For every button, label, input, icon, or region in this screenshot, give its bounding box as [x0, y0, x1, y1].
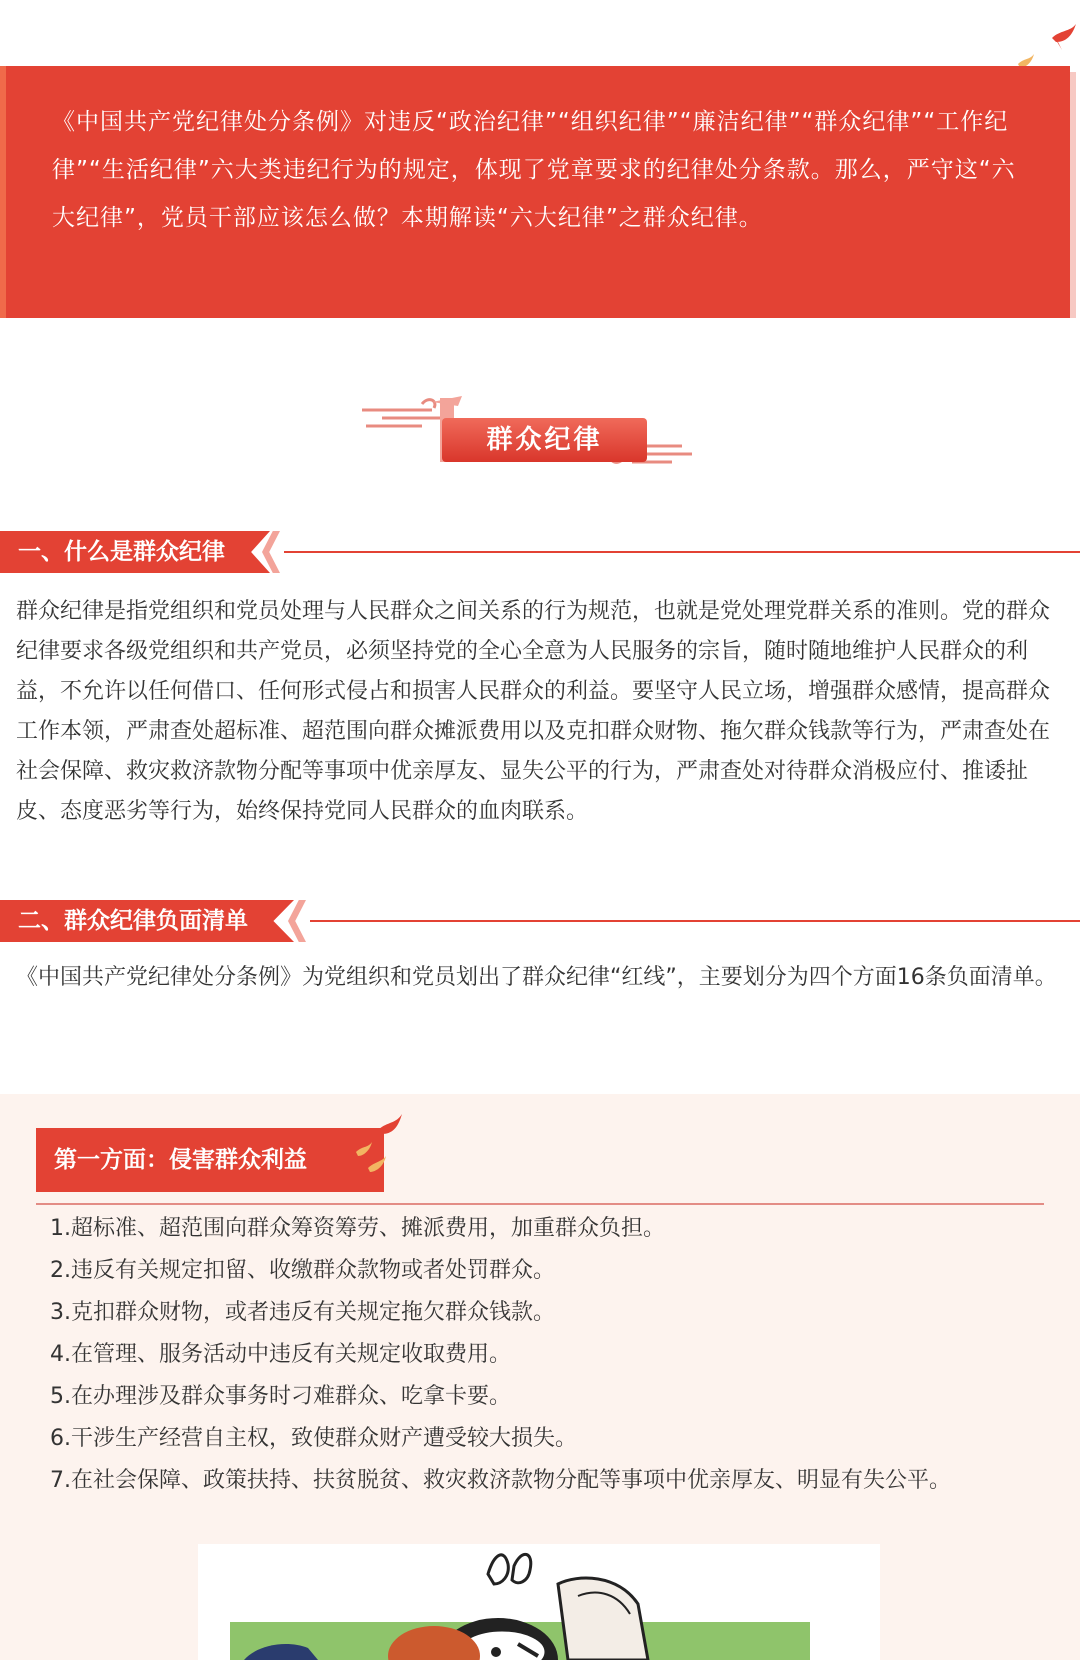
intro-text: 《中国共产党纪律处分条例》对违反“政治纪律”“组织纪律”“廉洁纪律”“群众纪律”“工作纪律”“生活纪律”六大类违纪行为的规定，体现了党章要求的纪律处分条款。那么，严守这“六大纪律”，党员干部应该怎么做？本期解读“六大纪律”之群众纪律。 [52, 109, 1016, 231]
list-item: 1.超标准、超范围向群众筹资筹劳、摊派费用，加重群众负担。 [50, 1216, 665, 1241]
emblem-title: 群众纪律 [486, 425, 603, 455]
section1-body: 群众纪律是指党组织和党员处理与人民群众之间关系的行为规范，也就是党处理党群关系的准则。党的群众纪律要求各级党组织和共产党员，必须坚持党的全心全意为人民服务的宗旨，随时随地维护人民群众的利益，不允许以任何借口、任何形式侵占和损害人民群众的利益。要坚守人民立场，增强群众感情，提高群众工作本领，严肃查处超标准、超范围向群众摊派费用以及克扣群众财物、拖欠群众钱款等行为，严肃查处在社会保障、救灾救济款物分配等事项中优亲厚友、显失公平的行为，严肃查处对待群众消极应付、推诿扯皮、态度恶劣等行为，始终保持党同人民群众的血肉联系。 [16, 599, 1051, 824]
list-item: 5.在办理涉及群众事务时刁难群众、吃拿卡要。 [50, 1384, 511, 1409]
list-item: 4.在管理、服务活动中违反有关规定收取费用。 [50, 1342, 511, 1367]
section1-divider [284, 551, 1080, 553]
section2-title: 二、群众纪律负面清单 [18, 908, 248, 934]
list-item: 3.克扣群众财物，或者违反有关规定拖欠群众钱款。 [50, 1300, 555, 1325]
section2-body: 《中国共产党纪律处分条例》为党组织和党员划出了群众纪律“红线”，主要划分为四个方面16条负面清单。 [16, 965, 1057, 990]
section2-divider [310, 920, 1080, 922]
cartoon-figures-icon [198, 1544, 880, 1660]
list-item: 6.干涉生产经营自主权，致使群众财产遭受较大损失。 [50, 1426, 577, 1451]
aspect1-title: 第一方面：侵害群众利益 [54, 1147, 307, 1173]
list-item: 7.在社会保障、政策扶持、扶贫脱贫、救灾救济款物分配等事项中优亲厚友、明显有失公平。 [50, 1468, 951, 1493]
section-emblem [362, 388, 692, 468]
section1-tab-accent [262, 531, 280, 573]
intro-right-edge [1070, 72, 1076, 318]
aspect1-list [50, 1208, 1040, 1502]
aspect1-divider [36, 1203, 1044, 1205]
list-item: 2.违反有关规定扣留、收缴群众款物或者处罚群众。 [50, 1258, 555, 1283]
section1-title: 一、什么是群众纪律 [18, 539, 225, 565]
section2-tab-accent [288, 900, 306, 942]
cartoon-illustration [198, 1544, 880, 1660]
intro-left-edge [0, 66, 6, 318]
flying-birds-icon [348, 1110, 418, 1184]
